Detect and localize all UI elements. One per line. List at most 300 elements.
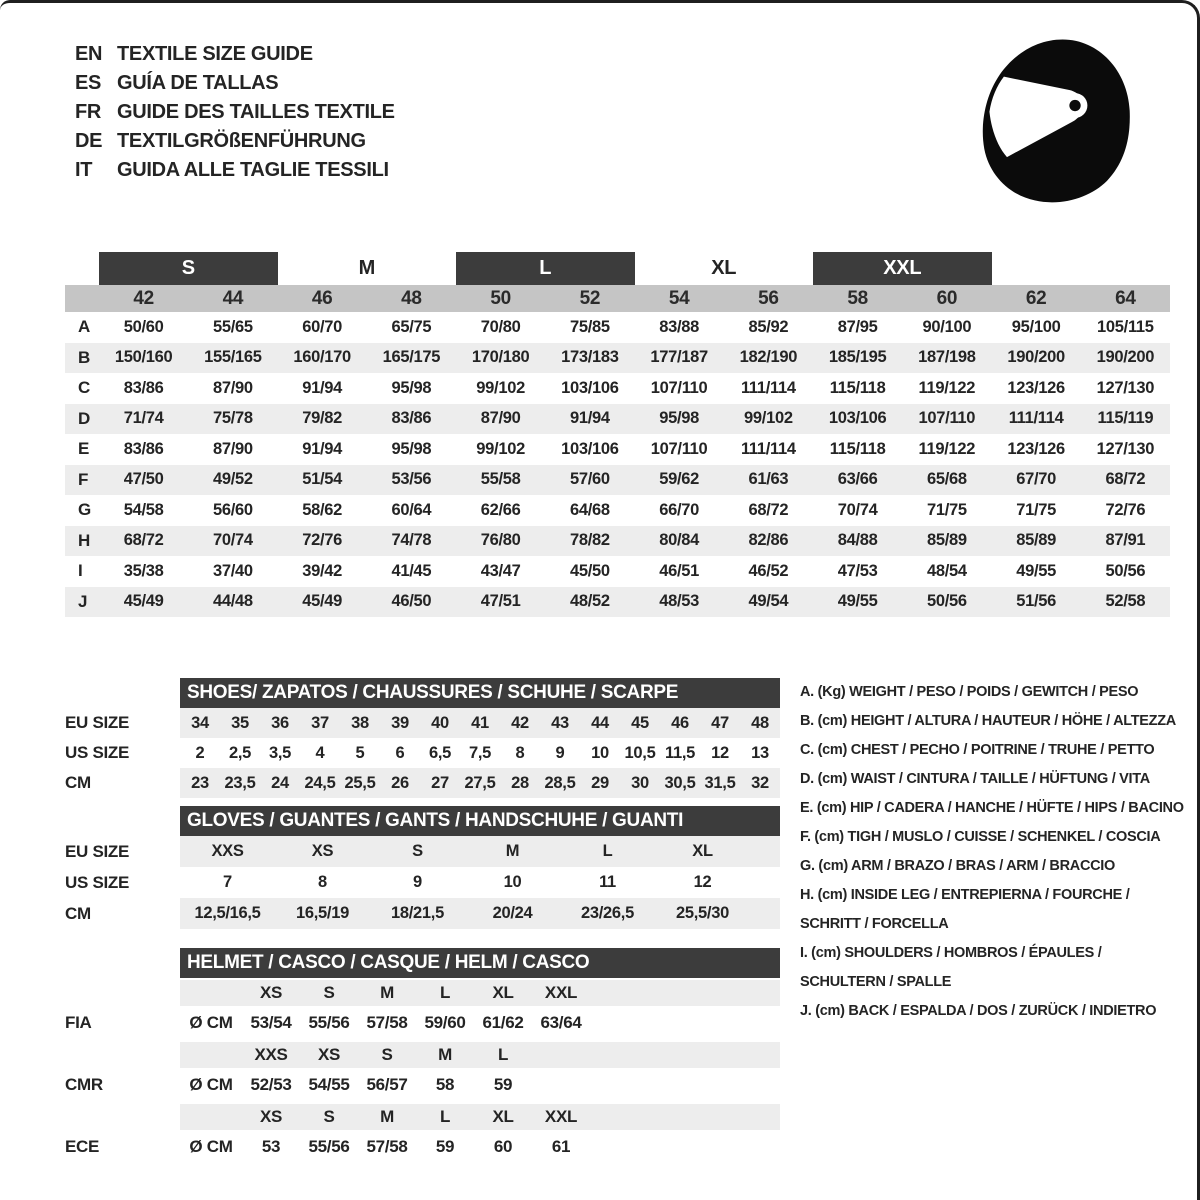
measurement-value: 70/80	[480, 317, 521, 336]
size-value: L	[602, 842, 613, 860]
diameter-unit: Ø CM	[189, 1013, 233, 1032]
helmet-size-value: 55/56	[308, 1013, 350, 1032]
helmet-size-value: 61/62	[482, 1013, 524, 1032]
measurement-value: 173/183	[561, 348, 619, 367]
size-value: 40	[431, 713, 449, 732]
measurement-value: 49/55	[1016, 561, 1057, 580]
measurement-value: 111/114	[1008, 409, 1064, 428]
measurement-letter: E	[78, 439, 90, 459]
measurement-value: 177/187	[650, 348, 708, 367]
size-value: 12,5/16,5	[194, 904, 261, 922]
language-code: FR	[75, 101, 102, 123]
legend-item: E. (cm) HIP / CADERA / HANCHE / HÜFTE / HIPS / BACINO	[800, 800, 1184, 816]
helmet-sizes-row	[180, 1104, 780, 1130]
measurement-value: 90/100	[922, 317, 972, 336]
numeric-size: 64	[1115, 287, 1136, 309]
measurement-row	[65, 373, 1170, 404]
helmet-size-value: 55/56	[308, 1137, 350, 1156]
helmet-icon	[975, 32, 1140, 210]
row-values	[180, 836, 780, 867]
size-value: 11,5	[664, 743, 695, 762]
measurement-value: 48/54	[926, 561, 967, 580]
measurement-value: 84/88	[837, 531, 878, 550]
size-group-label: M	[358, 257, 375, 279]
size-value: 23,5	[224, 773, 256, 792]
measurement-value: 47/53	[837, 561, 878, 580]
helmet-size-label: S	[381, 1045, 393, 1064]
shoes-size-table	[65, 678, 780, 798]
size-value: 37	[311, 713, 329, 732]
measurement-letter: C	[78, 378, 90, 398]
helmet-size-label: XXS	[254, 1045, 288, 1064]
measurement-value: 39/42	[302, 561, 343, 580]
measurement-value: 95/98	[391, 378, 432, 397]
size-value: 6	[395, 743, 405, 762]
size-value: 29	[591, 773, 609, 792]
measurement-value: 170/180	[471, 348, 530, 367]
measurement-value: 99/102	[476, 378, 525, 397]
row-values	[180, 768, 780, 798]
measurement-value: 44/48	[212, 592, 253, 611]
helmet-size-label: M	[380, 1107, 394, 1126]
measurement-row	[65, 404, 1170, 435]
measurement-value: 87/91	[1105, 531, 1146, 550]
guide-title: GUÍA DE TALLAS	[117, 72, 279, 94]
measurement-value: 87/90	[480, 409, 521, 428]
header-spacer	[65, 678, 180, 708]
measurement-value: 55/65	[212, 317, 253, 336]
measurement-value: 43/47	[480, 561, 521, 580]
language-code: DE	[75, 130, 103, 152]
measurement-value: 53/56	[391, 470, 432, 489]
measurement-value: 62/66	[480, 500, 521, 519]
size-value: 27	[431, 773, 449, 792]
measurement-value: 127/130	[1096, 439, 1155, 458]
measurement-value: 49/52	[212, 470, 253, 489]
measurement-value: 76/80	[480, 531, 521, 550]
gloves-table-header	[65, 806, 780, 836]
row-values	[180, 738, 780, 768]
header-spacer	[65, 948, 180, 978]
row-label: US SIZE	[65, 743, 130, 762]
measurement-row	[65, 495, 1170, 526]
measurement-value: 115/119	[1097, 409, 1154, 428]
language-row	[75, 156, 395, 185]
legend-item: G. (cm) ARM / BRAZO / BRAS / ARM / BRACCIO	[800, 858, 1115, 874]
helmet-size-label: XS	[259, 983, 283, 1002]
row-label: EU SIZE	[65, 713, 130, 732]
row-values	[180, 708, 780, 738]
row-values	[180, 898, 780, 929]
row-label: EU SIZE	[65, 841, 130, 861]
measurement-value: 65/75	[391, 317, 432, 336]
helmet-section-grid	[180, 1042, 780, 1100]
measurement-letter: A	[78, 317, 90, 337]
measurement-value: 52/58	[1105, 592, 1146, 611]
gloves-row	[65, 867, 780, 898]
numeric-size: 62	[1025, 287, 1047, 309]
measurement-value: 46/52	[748, 561, 789, 580]
size-value: 9	[413, 873, 422, 891]
helmet-size-value: 60	[493, 1137, 513, 1156]
guide-title: TEXTILE SIZE GUIDE	[117, 43, 313, 65]
size-value: 2	[195, 743, 205, 762]
measurement-value: 47/51	[480, 592, 521, 611]
measurement-value: 95/98	[391, 439, 432, 458]
measurement-value: 150/160	[114, 348, 173, 367]
size-value: 28	[511, 773, 529, 792]
measurement-value: 68/72	[748, 500, 789, 519]
measurement-legend	[800, 678, 1188, 1026]
size-value: 7	[223, 873, 232, 891]
shoes-row	[65, 768, 780, 798]
row-label: CM	[65, 903, 91, 923]
size-value: 10	[591, 743, 609, 762]
helmet-size-label: L	[439, 1107, 451, 1126]
measurement-value: 50/60	[123, 317, 164, 336]
numeric-size: 44	[222, 287, 244, 309]
size-value: 45	[631, 713, 649, 732]
size-value: 35	[231, 713, 249, 732]
size-value: 2,5	[228, 743, 252, 762]
language-code: IT	[75, 159, 93, 181]
helmet-table-title: HELMET / CASCO / CASQUE / HELM / CASCO	[180, 948, 780, 978]
size-value: 41	[471, 713, 489, 732]
measurement-value: 91/94	[302, 439, 343, 458]
measurement-value: 87/95	[837, 317, 878, 336]
size-value: M	[505, 842, 520, 860]
measurement-row	[65, 312, 1170, 343]
numeric-size: 58	[847, 287, 868, 309]
helmet-sizes-row	[180, 980, 780, 1006]
legend-item: B. (cm) HEIGHT / ALTURA / HAUTEUR / HÖHE / ALTEZZA	[800, 713, 1176, 729]
measurement-value: 37/40	[212, 561, 253, 580]
size-value: 8	[318, 873, 327, 891]
size-value: 8	[515, 743, 525, 762]
helmet-size-value: 61	[551, 1137, 571, 1156]
size-value: 38	[351, 713, 369, 732]
apparel-size-table	[65, 252, 1170, 617]
numeric-size-row	[65, 285, 1170, 312]
size-value: 25,5	[344, 773, 376, 792]
numeric-size: 52	[579, 287, 601, 309]
measurement-value: 60/70	[302, 317, 343, 336]
guide-title: GUIDA ALLE TAGLIE TESSILI	[117, 159, 389, 181]
size-value: 24,5	[304, 773, 336, 792]
measurement-value: 67/70	[1016, 470, 1057, 489]
helmet-standard-sections	[65, 980, 780, 1162]
measurement-value: 107/110	[918, 409, 976, 428]
measurement-value: 72/76	[1105, 500, 1146, 519]
gloves-size-table	[65, 806, 780, 929]
helmet-size-label: L	[439, 983, 451, 1002]
legend-item: F. (cm) TIGH / MUSLO / CUISSE / SCHENKEL / COSCIA	[800, 829, 1161, 845]
size-value: 24	[271, 773, 289, 792]
shoes-row	[65, 738, 780, 768]
language-code: EN	[75, 43, 103, 65]
helmet-size-label: M	[380, 983, 394, 1002]
measurement-value: 49/54	[748, 592, 789, 611]
measurement-value: 107/110	[650, 439, 708, 458]
size-value: 25,5/30	[676, 904, 729, 922]
measurement-value: 78/82	[569, 531, 610, 550]
size-value: 5	[355, 743, 365, 762]
size-value: 10,5	[624, 743, 656, 762]
size-value: 32	[751, 773, 769, 792]
helmet-size-label: XXL	[544, 1107, 578, 1126]
legend-item: J. (cm) BACK / ESPALDA / DOS / ZURÜCK / INDIETRO	[800, 1003, 1157, 1019]
measurement-value: 95/98	[659, 409, 700, 428]
helmet-size-value: 58	[435, 1075, 455, 1094]
diameter-unit: Ø CM	[189, 1137, 233, 1156]
measurement-value: 83/86	[123, 439, 164, 458]
measurement-value: 72/76	[302, 531, 343, 550]
measurement-letter: I	[78, 561, 83, 581]
size-value: 20/24	[492, 904, 533, 922]
measurement-value: 75/85	[569, 317, 610, 336]
measurement-value: 45/50	[569, 561, 610, 580]
measurement-value: 47/50	[123, 470, 164, 489]
measurement-value: 50/56	[1105, 561, 1146, 580]
helmet-size-label: L	[497, 1045, 509, 1064]
measurement-value: 80/84	[659, 531, 700, 550]
measurement-row	[65, 465, 1170, 496]
helmet-values-row	[180, 1132, 780, 1162]
measurement-value: 187/198	[918, 348, 976, 367]
size-value: 10	[503, 873, 522, 891]
measurement-value: 68/72	[1105, 470, 1146, 489]
helmet-size-label: XL	[492, 1107, 514, 1126]
guide-title: GUIDE DES TAILLES TEXTILE	[117, 101, 395, 123]
measurement-letter: F	[78, 469, 89, 489]
measurement-row	[65, 434, 1170, 465]
helmet-section-grid	[180, 1104, 780, 1162]
measurement-letter: D	[78, 408, 90, 428]
gloves-row	[65, 898, 780, 929]
language-row	[75, 69, 395, 98]
numeric-size: 46	[311, 287, 333, 309]
size-value: 16,5/19	[296, 904, 349, 922]
size-value: 23/26,5	[581, 904, 634, 922]
measurement-letter: G	[78, 500, 91, 520]
helmet-size-value: 52/53	[250, 1075, 292, 1094]
numeric-size: 48	[401, 287, 422, 309]
row-values	[180, 867, 780, 898]
measurement-value: 71/74	[123, 409, 164, 428]
size-group-row	[65, 252, 1170, 285]
measurement-value: 190/200	[1007, 348, 1065, 367]
measurement-letter: J	[78, 591, 88, 611]
measurement-value: 91/94	[569, 409, 610, 428]
helmet-size-value: 57/58	[366, 1137, 408, 1156]
size-value: 12	[693, 873, 712, 891]
helmet-size-value: 53/54	[250, 1013, 292, 1032]
helmet-size-value: 59	[435, 1137, 455, 1156]
standard-label: CMR	[65, 1075, 103, 1094]
helmet-size-value: 59/60	[424, 1013, 466, 1032]
measurement-value: 105/115	[1097, 317, 1154, 336]
helmet-table-header	[65, 948, 780, 978]
measurement-row	[65, 526, 1170, 557]
guide-title: TEXTILGRÖßENFÜHRUNG	[117, 130, 366, 152]
measurement-value: 103/106	[561, 439, 619, 458]
measurement-value: 57/60	[569, 470, 610, 489]
size-group-label: XXL	[813, 252, 992, 285]
measurement-value: 71/75	[1016, 500, 1057, 519]
helmet-section-grid	[180, 980, 780, 1038]
size-value: 7,5	[468, 743, 492, 762]
measurement-value: 115/118	[829, 378, 886, 397]
legend-item: H. (cm) INSIDE LEG / ENTREPIERNA / FOURCHE / SCHRITT / FORCELLA	[800, 887, 1130, 932]
size-value: 30,5	[664, 773, 696, 792]
measurement-value: 66/70	[659, 500, 700, 519]
measurement-value: 79/82	[302, 409, 343, 428]
size-value: 36	[271, 713, 289, 732]
measurement-row	[65, 343, 1170, 374]
measurement-value: 83/86	[123, 378, 164, 397]
size-group-label: S	[99, 252, 278, 285]
measurement-letter: B	[78, 347, 90, 367]
language-title-list	[75, 40, 395, 185]
measurement-value: 119/122	[918, 378, 976, 397]
gloves-row	[65, 836, 780, 867]
measurement-value: 83/88	[659, 317, 700, 336]
helmet-values-row	[180, 1070, 780, 1100]
size-value: 4	[315, 743, 325, 762]
measurement-value: 58/62	[302, 500, 343, 519]
measurement-value: 45/49	[302, 592, 343, 611]
helmet-size-label: XL	[492, 983, 514, 1002]
measurement-value: 54/58	[123, 500, 164, 519]
gloves-table-title: GLOVES / GUANTES / GANTS / HANDSCHUHE / GUANTI	[180, 806, 780, 836]
size-value: XS	[311, 842, 334, 860]
size-value: 11	[599, 873, 616, 891]
measurement-value: 87/90	[212, 378, 253, 397]
size-value: 12	[711, 743, 729, 762]
measurement-letter: H	[78, 530, 90, 550]
measurement-value: 123/126	[1007, 378, 1065, 397]
size-value: 46	[671, 713, 689, 732]
measurement-row	[65, 556, 1170, 587]
measurement-value: 68/72	[123, 531, 164, 550]
helmet-standard-section	[65, 980, 780, 1038]
measurement-value: 87/90	[212, 439, 253, 458]
measurement-value: 70/74	[212, 531, 253, 550]
size-value: 6,5	[428, 743, 452, 762]
legend-item: D. (cm) WAIST / CINTURA / TAILLE / HÜFTUNG / VITA	[800, 771, 1150, 787]
language-row	[75, 127, 395, 156]
measurement-value: 64/68	[569, 500, 610, 519]
helmet-standard-section	[65, 1104, 780, 1162]
measurement-value: 103/106	[561, 378, 619, 397]
measurement-value: 155/165	[204, 348, 262, 367]
measurement-value: 190/200	[1096, 348, 1155, 367]
numeric-size: 42	[133, 287, 154, 309]
helmet-size-label: M	[438, 1045, 452, 1064]
helmet-size-value: 54/55	[308, 1075, 350, 1094]
numeric-size: 54	[668, 287, 690, 309]
standard-label: FIA	[65, 1013, 92, 1032]
measurement-value: 99/102	[476, 439, 525, 458]
measurement-rows	[65, 312, 1170, 617]
gloves-rows	[65, 836, 780, 929]
size-value: XXS	[211, 842, 244, 860]
legend-item: I. (cm) SHOULDERS / HOMBROS / ÉPAULES / SCHULTERN / SPALLE	[800, 945, 1102, 990]
measurement-value: 35/38	[123, 561, 164, 580]
measurement-value: 46/51	[659, 561, 700, 580]
numeric-size: 60	[936, 287, 958, 309]
helmet-size-label: S	[323, 1107, 335, 1126]
size-value: 47	[711, 713, 729, 732]
size-value: XL	[692, 842, 713, 860]
helmet-size-label: XS	[317, 1045, 341, 1064]
size-value: 9	[555, 743, 565, 762]
measurement-value: 49/55	[837, 592, 878, 611]
shoes-table-title: SHOES/ ZAPATOS / CHAUSSURES / SCHUHE / SCARPE	[180, 678, 780, 708]
measurement-value: 48/53	[659, 592, 700, 611]
legend-item: A. (Kg) WEIGHT / PESO / POIDS / GEWITCH / PESO	[800, 684, 1139, 700]
measurement-value: 165/175	[382, 348, 441, 367]
measurement-value: 59/62	[659, 470, 700, 489]
measurement-value: 91/94	[302, 378, 343, 397]
measurement-value: 51/56	[1016, 592, 1057, 611]
standard-label: ECE	[65, 1137, 100, 1156]
size-value: 28,5	[544, 773, 576, 792]
measurement-value: 85/89	[926, 531, 967, 550]
size-value: 48	[751, 713, 769, 732]
helmet-size-value: 59	[493, 1075, 513, 1094]
measurement-value: 61/63	[748, 470, 789, 489]
language-row	[75, 40, 395, 69]
measurement-value: 75/78	[212, 409, 253, 428]
measurement-value: 111/114	[740, 439, 796, 458]
measurement-value: 51/54	[302, 470, 343, 489]
row-label: US SIZE	[65, 872, 130, 892]
measurement-value: 55/58	[480, 470, 521, 489]
helmet-size-value: 56/57	[366, 1075, 408, 1094]
measurement-value: 70/74	[837, 500, 878, 519]
measurement-value: 107/110	[650, 378, 708, 397]
measurement-value: 111/114	[740, 378, 796, 397]
measurement-value: 82/86	[748, 531, 789, 550]
measurement-value: 71/75	[926, 500, 967, 519]
size-value: 13	[751, 743, 769, 762]
helmet-size-value: 57/58	[366, 1013, 408, 1032]
measurement-value: 41/45	[391, 561, 432, 580]
size-group-label: XL	[711, 257, 737, 279]
measurement-value: 60/64	[391, 500, 432, 519]
helmet-size-label: XXL	[544, 983, 578, 1002]
language-row	[75, 98, 395, 127]
size-value: 27,5	[464, 773, 496, 792]
helmet-size-label: XS	[259, 1107, 283, 1126]
diameter-unit: Ø CM	[189, 1075, 233, 1094]
measurement-value: 45/49	[123, 592, 164, 611]
measurement-value: 85/89	[1016, 531, 1057, 550]
size-value: 18/21,5	[391, 904, 444, 922]
shoes-table-header	[65, 678, 780, 708]
measurement-value: 65/68	[926, 470, 967, 489]
measurement-value: 95/100	[1011, 317, 1061, 336]
numeric-size: 56	[758, 287, 779, 309]
language-code: ES	[75, 72, 102, 94]
measurement-value: 85/92	[748, 317, 789, 336]
measurement-value: 99/102	[744, 409, 793, 428]
measurement-value: 63/66	[837, 470, 878, 489]
legend-item: C. (cm) CHEST / PECHO / POITRINE / TRUHE / PETTO	[800, 742, 1155, 758]
shoes-row	[65, 708, 780, 738]
measurement-value: 48/52	[569, 592, 610, 611]
